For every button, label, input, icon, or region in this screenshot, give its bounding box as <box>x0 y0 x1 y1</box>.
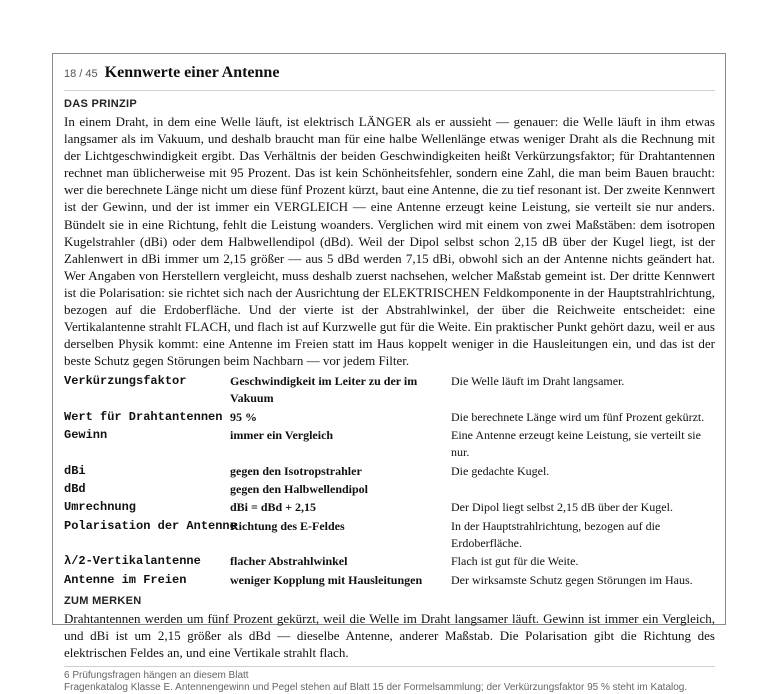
table-row <box>64 499 716 517</box>
fact-note: Die berechnete Länge wird um fünf Prozent gekürzt. <box>451 409 705 424</box>
table-row <box>64 409 716 427</box>
remember-heading: ZUM MERKEN <box>64 594 142 607</box>
fact-term: Verkürzungsfaktor <box>64 374 187 389</box>
fact-note: Der wirksamste Schutz gegen Störungen im Haus. <box>451 572 693 587</box>
fact-value: Richtung des E-Feldes <box>230 518 345 533</box>
fact-term: λ/2-Vertikalantenne <box>64 554 201 569</box>
sheet-footer <box>64 666 715 694</box>
fact-value: Geschwindigkeit im Leiter zu der im Vakuum <box>230 374 418 406</box>
fact-value: 95 % <box>230 409 257 424</box>
principle-text: In einem Draht, in dem eine Welle läuft, ist elektrisch LÄNGER als er aussieht — genauer: die Welle läuft in ihm etwas langsamer als im Vakuum, und deshalb braucht man für eine halbe Wellenlänge etwas weniger Draht als die Rechnung mit der Lichtgeschwindigkeit ergibt. Das Verhältnis der beiden Geschwindigkeiten heißt Verkürzungsfaktor; für Drahtantennen rechnet man üblicherweise mit 95 Prozent. Das ist kein Schönheitsfehler, sondern eine Zahl, die man beim Bauen braucht: wer die berechnete Länge nicht um diese fünf Prozent kürzt, baut eine Antenne, die zu tief resonant ist. Der zweite Kennwert ist der Gewinn, und der ist immer ein VERGLEICH — eine Antenne erzeugt keine Leistung, sie verteilt sie nur anders. Bündelt sie in eine Richtung, fehlt die Leistung woanders. Verglichen wird mit einem von zwei Maßstäben: dem isotropen Kugelstrahler (dBi) oder dem Halbwellendipol (dBd). Weil der Dipol selbst schon 2,15 dB über der Kugel liegt, ist der Zahlenwert in dBi immer um 2,15 größer — aus 5 dBd werden 7,15 dBi, obwohl sich an der Antenne nichts geändert hat. Wer Angaben von Herstellern vergleicht, muss deshalb zuerst nachsehen, welcher Maßstab gemeint ist. Der dritte Kennwert ist die Polarisation: sie richtet sich nach der Ausrichtung der ELEKTRISCHEN Feldkomponente in der Hauptstrahlrichtung, bezogen auf die Erdoberfläche. Und der vierte ist der Abstrahlwinkel, der über die Reichweite entscheidet: eine Vertikalantenne strahlt FLACH, und flach ist auf Kurzwelle gut für die Weite. Ein praktischer Punkt gehört dazu, weil er aus derselben Physik kommt: eine Antenne im Freien statt im Haus koppelt weniger in die Hausleitungen ein, und das ist der beste Schutz gegen Störungen beim Nachbarn — vor jedem Filter. <box>64 114 715 369</box>
fact-note: Eine Antenne erzeugt keine Leistung, sie verteilt sie nur. <box>451 428 701 460</box>
fact-note <box>451 481 716 499</box>
principle-heading: DAS PRINZIP <box>64 98 137 110</box>
fact-value: flacher Abstrahlwinkel <box>230 554 348 569</box>
footer-question-count: 6 Prüfungsfragen hängen an diesem Blatt <box>64 670 249 682</box>
fact-value: immer ein Vergleich <box>230 428 334 443</box>
facts-table-body <box>64 373 716 590</box>
fact-term: Gewinn <box>64 428 108 443</box>
fact-term: Polarisation der Antenne <box>64 518 237 533</box>
table-row <box>64 373 716 408</box>
fact-value: dBi = dBd + 2,15 <box>230 500 317 515</box>
fact-note: Flach ist gut für die Weite. <box>451 554 579 569</box>
table-row <box>64 463 716 481</box>
page-number: 18 / 45 <box>64 68 98 80</box>
sheet-header <box>64 64 715 91</box>
table-row <box>64 518 716 553</box>
fact-note: In der Hauptstrahlrichtung, bezogen auf die Erdoberfläche. <box>451 518 661 550</box>
fact-note: Der Dipol liegt selbst 2,15 dB über der Kugel. <box>451 500 673 515</box>
remember-text: Drahtantennen werden um fünf Prozent gekürzt, weil die Welle im Draht langsamer läuft. Gewinn ist immer ein Vergleich, und dBi ist um 2,15 größer als dBd — dieselbe Antenne, anderer Maßstab. Die Polarisation gibt die Richtung des elektrischen Feldes an, und eine Vertikale strahlt flach. <box>64 610 715 661</box>
fact-term: Umrechnung <box>64 500 137 515</box>
fact-note: Die Welle läuft im Draht langsamer. <box>451 374 625 389</box>
fact-term: dBi <box>64 463 86 478</box>
fact-term: Antenne im Freien <box>64 572 187 587</box>
document-sheet <box>52 53 726 694</box>
footer-reference: Fragenkatalog Klasse E. Antennengewinn und Pegel stehen auf Blatt 15 der Formelsammlung; der Verkürzungsfaktor 95 % steht im Katalog. <box>64 682 688 694</box>
table-row <box>64 572 716 590</box>
fact-term: dBd <box>64 481 86 496</box>
facts-table <box>64 373 716 590</box>
table-row <box>64 481 716 499</box>
table-row <box>64 427 716 462</box>
fact-value: gegen den Halbwellendipol <box>230 481 369 496</box>
fact-value: weniger Kopplung mit Hausleitungen <box>230 572 423 587</box>
fact-term: Wert für Drahtantennen <box>64 409 223 424</box>
page-title: Kennwerte einer Antenne <box>104 64 280 81</box>
fact-note: Die gedachte Kugel. <box>451 463 550 478</box>
fact-value: gegen den Isotropstrahler <box>230 463 362 478</box>
table-row <box>64 553 716 571</box>
